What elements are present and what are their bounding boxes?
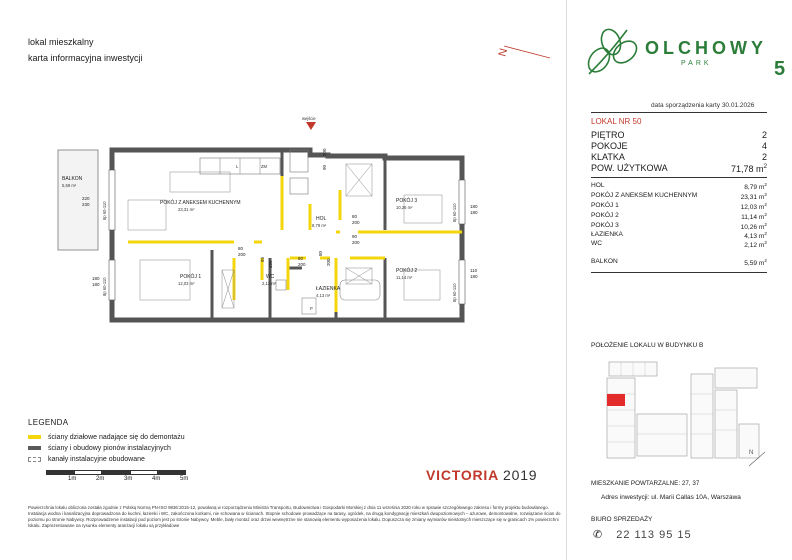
legend-item-label: kanały instalacyjne obudowane <box>48 455 145 463</box>
svg-text:8p 60-110: 8p 60-110 <box>452 283 457 302</box>
svg-text:200: 200 <box>322 148 327 156</box>
demountable-walls <box>128 176 462 312</box>
phone-icon: ✆ <box>593 529 603 541</box>
position-title: POŁOŻENIE LOKALU W BUDYNKU B <box>591 342 704 349</box>
compass-icon <box>492 36 552 62</box>
legend-swatch-dashed <box>28 457 41 462</box>
outer-walls <box>112 150 462 320</box>
info-panel <box>566 0 792 560</box>
room-balkon-name: BALKON <box>62 176 83 182</box>
svg-text:200: 200 <box>268 260 273 268</box>
svg-text:220: 220 <box>82 196 90 201</box>
row-pokoje: POKOJE 4 <box>591 141 767 151</box>
balcony-area <box>58 150 98 250</box>
room-pokoj1-area: 12,03 m² <box>178 281 195 286</box>
svg-text:180: 180 <box>92 282 100 287</box>
room-pokoj2-area: 11,14 m² <box>396 275 413 280</box>
svg-text:8p 60-110: 8p 60-110 <box>102 277 107 296</box>
svg-text:110: 110 <box>470 268 478 273</box>
fixture-l: L <box>236 164 239 169</box>
row-kitchen: POKÓJ Z ANEKSEM KUCHENNYM 23,31 $m^2$ <box>591 192 767 202</box>
investment-address: Adres inwestycji: ul. Marii Callas 10A, Warszawa <box>601 494 741 501</box>
header-line-2: karta informacyjna inwestycji <box>28 53 143 63</box>
logo-sub: PARK <box>681 60 712 67</box>
svg-text:80: 80 <box>352 214 358 219</box>
row-pokoj2: POKÓJ 2 11,14 $m^2$ <box>591 212 767 222</box>
svg-text:200: 200 <box>352 240 360 245</box>
svg-text:80: 80 <box>298 256 304 261</box>
row-hol: HOL 8,79 $m^2$ <box>591 182 767 192</box>
row-pokoj3: POKÓJ 3 10,26 $m^2$ <box>591 222 767 232</box>
legend-title: LEGENDA <box>28 418 69 427</box>
room-lazienka-name: ŁAZIENKA <box>316 286 341 292</box>
phone-number[interactable]: 22 113 95 15 <box>616 528 692 541</box>
room-wc-area: 2,12 m² <box>262 281 277 286</box>
room-pokoj3-name: POKÓJ 3 <box>396 198 418 204</box>
room-kitchen-name: POKÓJ Z ANEKSEM KUCHENNYM <box>160 200 241 206</box>
row-powierzchnia: POW. UŻYTKOWA 71,78 $m^2$ <box>591 163 767 174</box>
lokal-number: LOKAL NR 50 <box>591 117 642 126</box>
svg-text:80: 80 <box>318 250 323 256</box>
svg-text:8p 60-110: 8p 60-110 <box>452 203 457 222</box>
victoria-logo: VICTORIA 2019 <box>426 467 538 483</box>
floor-plan <box>40 116 490 330</box>
svg-text:180: 180 <box>470 210 478 215</box>
divider <box>591 112 767 113</box>
scale-labels: 1m 2m 3m 4m 5m <box>68 476 189 482</box>
room-hol-area: 8,79 m² <box>312 223 327 228</box>
floor-plan-drawing <box>40 116 490 330</box>
divider <box>591 177 767 178</box>
card-date: data sporządzenia karty 30.01.2026 <box>651 102 755 109</box>
svg-text:200: 200 <box>238 252 246 257</box>
room-wc-name: WC <box>266 274 275 280</box>
legend-swatch-dark <box>28 446 41 450</box>
svg-text:200: 200 <box>298 262 306 267</box>
building-plan <box>599 354 771 468</box>
fixture-p: P <box>310 306 313 311</box>
legend-item-demountable <box>28 432 328 442</box>
room-lazienka-area: 4,13 m² <box>316 293 331 298</box>
svg-text:90: 90 <box>322 164 327 170</box>
svg-text:200: 200 <box>352 220 360 225</box>
svg-text:180: 180 <box>92 276 100 281</box>
legend <box>28 418 328 485</box>
room-balkon-area: 5,59 m² <box>62 183 77 188</box>
svg-text:90: 90 <box>352 234 358 239</box>
divider <box>591 272 767 273</box>
olchowy-park-logo <box>581 22 786 82</box>
row-wc: WC 2,12 $m^2$ <box>591 240 767 250</box>
room-hol-name: HOL <box>316 216 327 222</box>
row-klatka: KLATKA 2 <box>591 152 767 162</box>
row-lazienka: ŁAZIENKA 4,13 $m^2$ <box>591 231 767 241</box>
svg-text:80: 80 <box>238 246 244 251</box>
header <box>28 34 143 66</box>
svg-text:230: 230 <box>82 202 90 207</box>
room-pokoj3-area: 10,26 m² <box>396 205 413 210</box>
logo-word: OLCHOWY <box>645 38 767 58</box>
svg-text:8p 60-110: 8p 60-110 <box>102 201 107 220</box>
repeated-apartments: MIESZKANIE POWTARZALNE: 27, 37 <box>591 480 700 487</box>
sales-phone[interactable] <box>593 528 692 541</box>
room-kitchen-area: 23,31 m² <box>178 207 195 212</box>
legend-swatch-yellow <box>28 435 41 439</box>
compass-label: N <box>496 47 511 58</box>
row-balkon: BALKON 5,59 $m^2$ <box>591 258 767 268</box>
logo-number: 5 <box>774 58 786 80</box>
room-pokoj2-name: POKÓJ 2 <box>396 268 418 274</box>
legend-item-channels <box>28 454 328 464</box>
entrance-arrow-icon <box>306 122 316 130</box>
svg-text:200: 200 <box>326 258 331 266</box>
svg-text:180: 180 <box>470 274 478 279</box>
svg-text:80: 80 <box>260 256 265 262</box>
apartment-marker <box>607 394 625 406</box>
header-line-1: lokal mieszkalny <box>28 37 94 47</box>
leaf-logo-icon <box>581 22 641 78</box>
room-pokoj1-name: POKÓJ 1 <box>180 274 202 280</box>
north-label: N <box>749 450 754 456</box>
row-pietro: PIĘTRO 2 <box>591 130 767 140</box>
legend-item-label: ściany i obudowy pionów instalacyjnych <box>48 444 171 452</box>
sales-office-label: BIURO SPRZEDAŻY <box>591 516 653 523</box>
legend-item-label: ściany działowe nadające się do demontażu <box>48 433 185 441</box>
entrance-label: wejście <box>302 116 316 121</box>
svg-text:180: 180 <box>470 204 478 209</box>
row-pokoj1: POKÓJ 1 12,03 $m^2$ <box>591 202 767 212</box>
footnote: Powierzchnia lokalu obliczona została zgodnie z Polską Normą PN-ISO 9836:2015-12, powołaną w rozporządzeniu Ministra Transportu, Budownictwa i Gospodarki Morskiej z dnia 11 września 2020 roku w sprawie szczegółowego zakresu i formy projektu budowlanego. Instalacja wodna i kanalizacyjna doprowadzona do kuchni, łazienki i WC, zakończona korkami, nie schowana w ścianach. Stopnie schodowe prowadzące na tarasy, ogródek, na drugą kondygnację mieszkań dwupoziomowych – ażurowe, demontowalne, rozwiązanie ścian do poziomu po stronie Nabywcy. Rozprowadzenie instalacji pod poziom jest po stronie Nabywcy. Meble, biały montaż oraz drzwi wewnętrzne nie stanowią elementu wyposażenia lokalu. Dopuszcza się zmiany wymiarów nieistotnych mieszczące się w granicach 1% powierzchni lokalu. Zaprezentowane na rysunku elementy aranżacji lokalu są przykładowe <box>28 505 561 529</box>
fixture-zm: ZM <box>261 164 268 169</box>
legend-item-walls <box>28 443 328 453</box>
